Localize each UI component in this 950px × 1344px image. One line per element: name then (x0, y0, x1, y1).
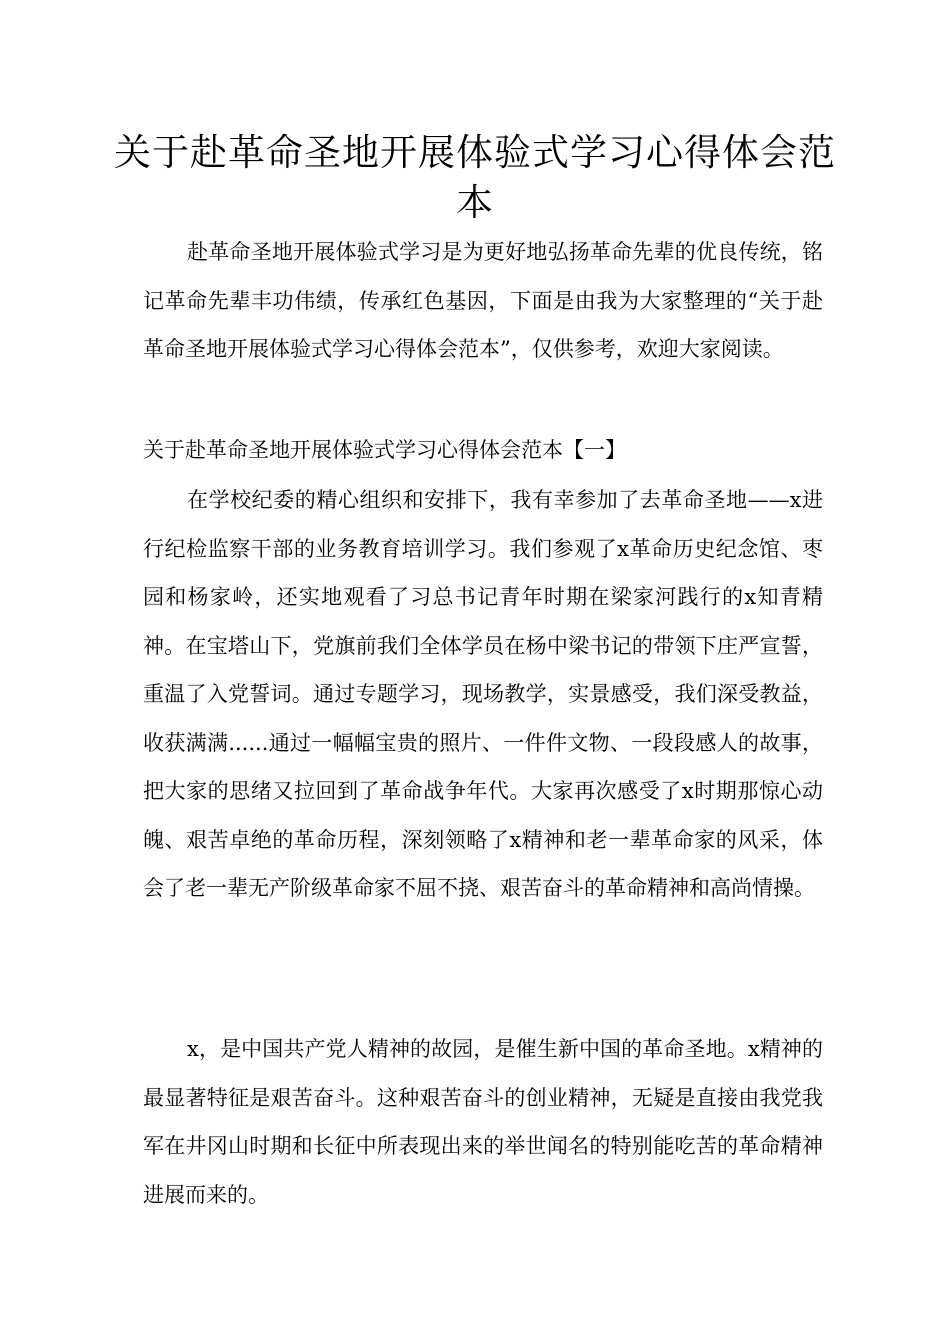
body-paragraph-2: x，是中国共产党人精神的故园，是催生新中国的革命圣地。x精神的最显著特征是艰苦奋斗。这种艰苦奋斗的创业精神，无疑是直接由我党我军在井冈山时期和长征中所表现出来的举世闻名的特别能吃苦的革命精神进展而来的。 (143, 1037, 823, 1207)
intro-paragraph: 赴革命圣地开展体验式学习是为更好地弘扬革命先辈的优良传统，铭记革命先辈丰功伟绩，传承红色基因，下面是由我为大家整理的“关于赴革命圣地开展体验式学习心得体会范本”，仅供参考，欢迎大家阅读。 (143, 240, 823, 361)
body-paragraph-1: 在学校纪委的精心组织和安排下，我有幸参加了去革命圣地——x进行纪检监察干部的业务教育培训学习。我们参观了x革命历史纪念馆、枣园和杨家岭，还实地观看了习总书记青年时期在梁家河践行的x知青精神。在宝塔山下，党旗前我们全体学员在杨中梁书记的带领下庄严宣誓，重温了入党誓词。通过专题学习，现场教学，实景感受，我们深受教益，收获满满......通过一幅幅宝贵的照片、一件件文物、一段段感人的故事，把大家的思绪又拉回到了革命战争年代。大家再次感受了x时期那惊心动魄、艰苦卓绝的革命历程，深刻领略了x精神和老一辈革命家的风采，体会了老一辈无产阶级革命家不屈不挠、艰苦奋斗的革命精神和高尚情操。 (143, 488, 823, 900)
document-title: 关于赴革命圣地开展体验式学习心得体会范本 (114, 131, 836, 224)
section-heading: 关于赴革命圣地开展体验式学习心得体会范本【一】 (143, 438, 626, 462)
